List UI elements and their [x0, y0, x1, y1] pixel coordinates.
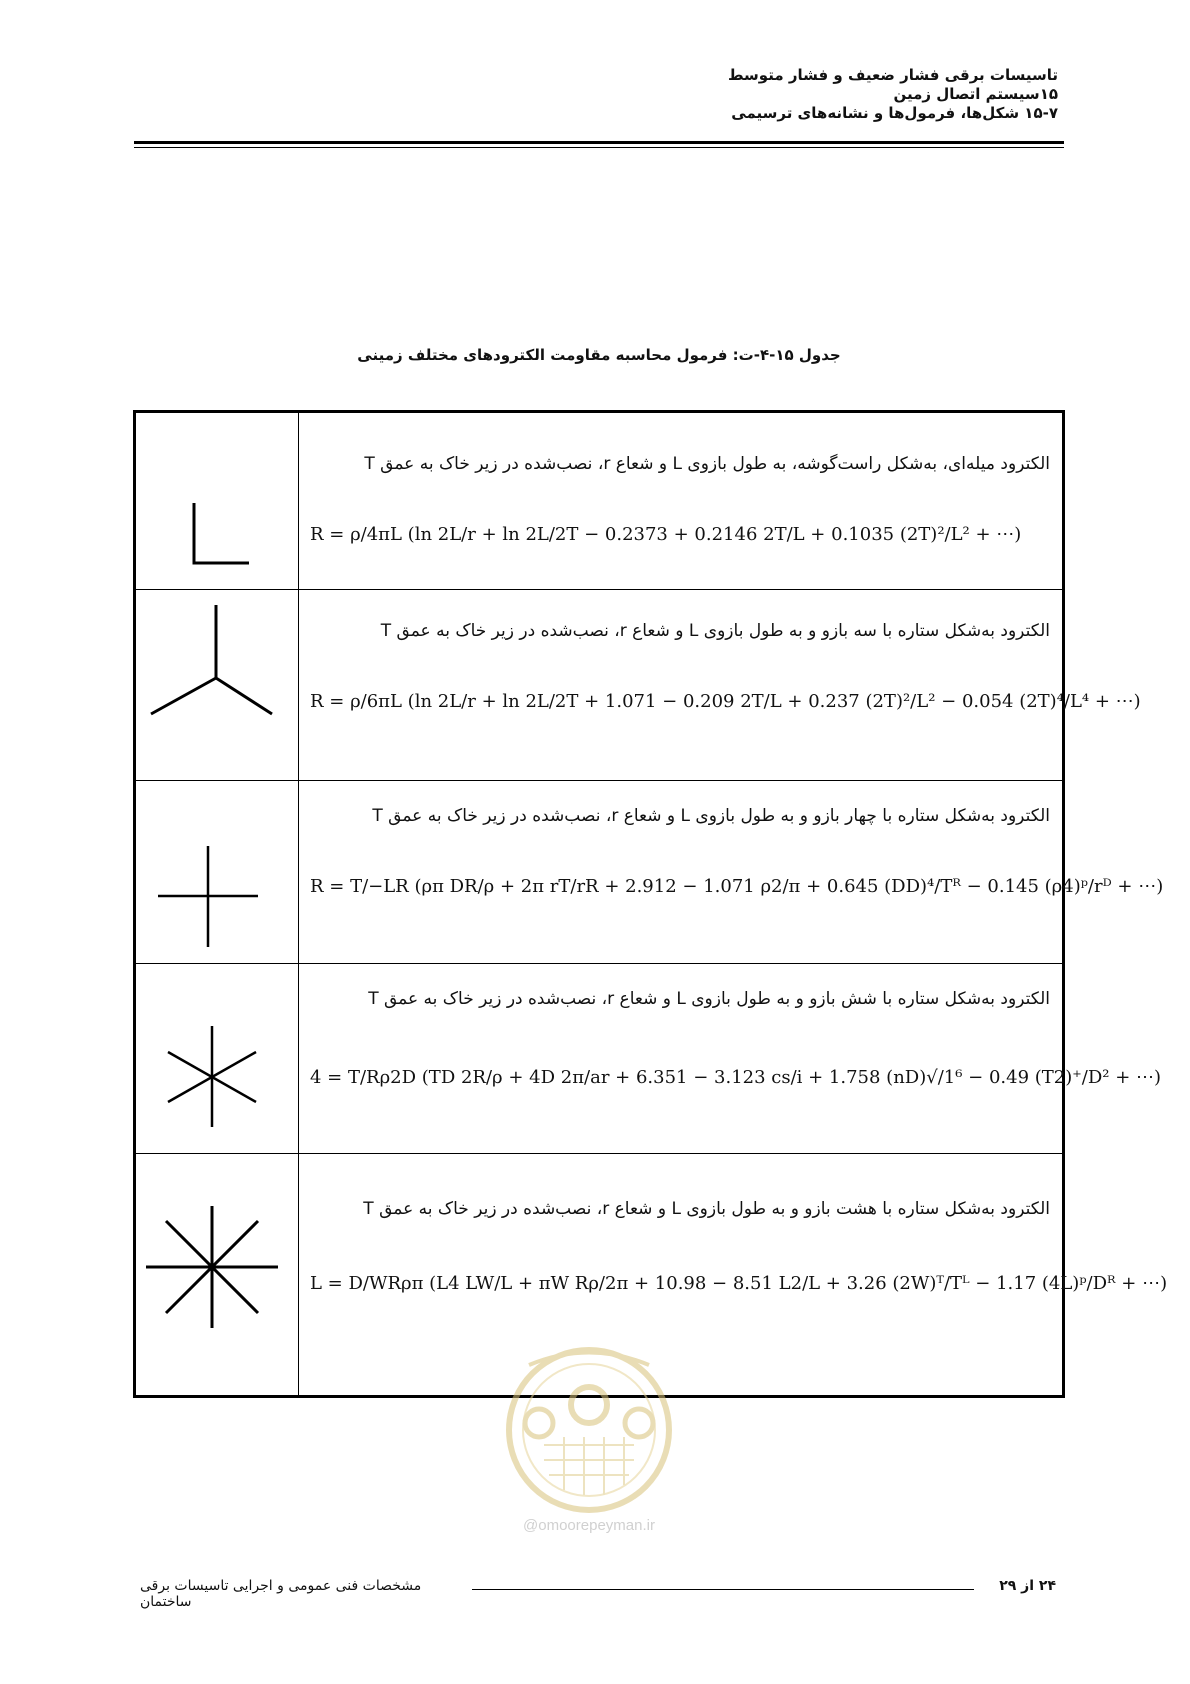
- table-caption: جدول ۱۵-۴-ت: فرمول محاسبه مقاومت الکترودهای مختلف زمینی: [357, 346, 841, 364]
- header-rule-thick: [134, 141, 1064, 144]
- electrode-description: الکترود به‌شکل ستاره با شش بازو و به طول بازوی L و شعاع r، نصب‌شده در زیر خاک به عمق T: [368, 989, 1050, 1009]
- watermark-text: @omoorepeyman.ir: [523, 1517, 655, 1534]
- table-row: [136, 781, 1164, 964]
- resistance-formula: 4 = T/Rρ2D (TD 2R/ρ + 4D 2π/ar + 6.351 − 3.123 cs/i + 1.758 (nD)√/1⁶ − 0.49 (T2)⁺/D² + ⋯): [310, 1067, 1162, 1088]
- four-arm-star-icon: [136, 781, 299, 964]
- header-rule-thin: [134, 147, 1064, 148]
- symbol-cell: [136, 781, 299, 963]
- electrode-description: الکترود به‌شکل ستاره با سه بازو و به طول بازوی L و شعاع r، نصب‌شده در زیر خاک به عمق T: [380, 621, 1050, 641]
- symbol-cell: [136, 413, 299, 589]
- resistance-formula: R = ρ/4πL (ln 2L/r + ln 2L/2T − 0.2373 + 0.2146 2T/L + 0.1035 (2T)²/L² + ⋯): [310, 524, 1022, 545]
- watermark-seal: [489, 1345, 689, 1534]
- header-section: ۱۵-۷ شکل‌ها، فرمول‌ها و نشانه‌های ترسیمی: [731, 104, 1058, 122]
- electrode-description: الکترود میله‌ای، به‌شکل راست‌گوشه، به طول بازوی L و شعاع r، نصب‌شده در زیر خاک به عمق T: [364, 454, 1050, 474]
- document-header: [258, 66, 1058, 123]
- electrode-description: الکترود به‌شکل ستاره با چهار بازو و به طول بازوی L و شعاع r، نصب‌شده در زیر خاک به عمق T: [372, 806, 1050, 826]
- electrode-description: الکترود به‌شکل ستاره با هشت بازو و به طول بازوی L و شعاع r، نصب‌شده در زیر خاک به عمق T: [363, 1199, 1050, 1219]
- symbol-cell: [136, 590, 299, 780]
- electrode-formula-table: [133, 410, 1168, 1398]
- table-row: [136, 964, 1162, 1154]
- header-chapter: ۱۵سیستم اتصال زمین: [893, 85, 1058, 103]
- table-row: [136, 413, 1062, 590]
- resistance-formula: R = T/−LR (ρπ DR/ρ + 2π rT/rR + 2.912 − 1.071 ρ2/π + 0.645 (DD)⁴/Tᴿ − 0.145 (ρ4)ᵖ/rᴰ + ⋯): [310, 876, 1164, 897]
- seal-logo-icon: [489, 1345, 689, 1515]
- footer-title: مشخصات فنی عمومی و اجرایی تاسیسات برقی ساختمان: [140, 1578, 422, 1610]
- eight-arm-star-icon: [136, 1154, 299, 1395]
- symbol-cell: [136, 964, 299, 1153]
- three-arm-star-icon: [136, 590, 299, 781]
- resistance-formula: R = ρ/6πL (ln 2L/r + ln 2L/2T + 1.071 − 0.209 2T/L + 0.237 (2T)²/L² − 0.054 (2T)⁴/L⁴ + ⋯): [310, 691, 1141, 712]
- table-row: [136, 590, 1141, 781]
- header-title: تاسیسات برقی فشار ضعیف و فشار متوسط: [727, 66, 1058, 84]
- resistance-formula: L = D/WRρπ (L4 LW/L + πW Rρ/2π + 10.98 − 8.51 L2/L + 3.26 (2W)ᵀ/Tᴸ − 1.17 (4L)ᵖ/Dᴿ + ⋯): [310, 1273, 1168, 1294]
- footer-rule: [472, 1589, 974, 1590]
- page-number: ۲۴ از ۲۹: [999, 1578, 1056, 1594]
- symbol-cell: [136, 1154, 299, 1395]
- six-arm-star-icon: [136, 964, 299, 1154]
- right-angle-electrode-icon: [136, 413, 299, 590]
